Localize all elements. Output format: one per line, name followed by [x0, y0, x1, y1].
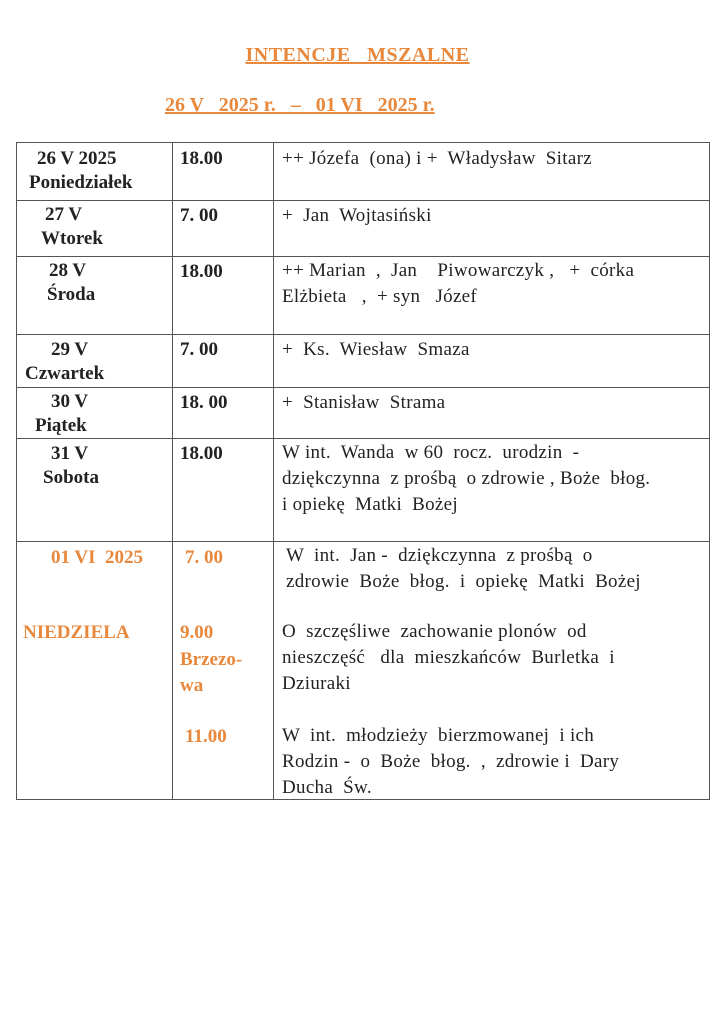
intention-cell: [274, 439, 710, 542]
date-range: 26 V 2025 r. – 01 VI 2025 r.: [165, 94, 435, 116]
sunday-weekday: NIEDZIELA: [23, 622, 130, 643]
intention-cell: [274, 201, 710, 257]
row-weekday: Wtorek: [41, 228, 103, 249]
intention-line: i opiekę Matki Bożej: [282, 494, 458, 515]
table-row: [17, 257, 710, 335]
row-date: 31 V: [51, 443, 89, 464]
table-row: [17, 388, 710, 439]
intention-line: Dziuraki: [282, 673, 351, 694]
sunday-time-2: 9.00: [180, 622, 214, 643]
row-weekday: Piątek: [35, 415, 87, 436]
intention-cell: [274, 388, 710, 439]
day-cell: [17, 439, 173, 542]
row-date: 26 V 2025: [37, 148, 117, 169]
intention-line: nieszczęść dla mieszkańców Burletka i: [282, 647, 615, 668]
time-cell: [173, 542, 274, 800]
intention-line: + Stanisław Strama: [282, 392, 446, 413]
intention-line: ++ Józefa (ona) i + Władysław Sitarz: [282, 148, 592, 169]
intention-line: W int. młodzieży bierzmowanej i ich: [282, 725, 595, 746]
row-date: 30 V: [51, 391, 89, 412]
row-date: 28 V: [49, 260, 87, 281]
intention-cell: [274, 335, 710, 388]
time-cell: [173, 257, 274, 335]
row-weekday: Sobota: [43, 467, 99, 488]
row-weekday: Czwartek: [25, 363, 105, 384]
day-cell: [17, 257, 173, 335]
intention-line: ++ Marian , Jan Piwowarczyk , + córka: [282, 260, 635, 281]
sunday-date: 01 VI 2025: [51, 547, 144, 568]
row-date: 29 V: [51, 339, 89, 360]
day-cell: [17, 335, 173, 388]
row-date: 27 V: [45, 204, 83, 225]
mass-intentions-table: [16, 142, 710, 800]
intention-line: W int. Jan - dziękczynna z prośbą o: [286, 545, 593, 566]
intention-line: + Ks. Wiesław Smaza: [282, 339, 470, 360]
row-weekday: Środa: [47, 284, 96, 305]
intention-line: O szczęśliwe zachowanie plonów od: [282, 621, 587, 642]
row-time: 18.00: [180, 261, 223, 282]
intention-cell: [274, 257, 710, 335]
sunday-intention-1: [286, 543, 641, 595]
table-row: [17, 143, 710, 201]
table-row: [17, 201, 710, 257]
intention-line: Elżbieta , + syn Józef: [282, 286, 478, 307]
table-row: [17, 439, 710, 542]
title: INTENCJE MSZALNE: [245, 44, 470, 66]
row-weekday: Poniedziałek: [29, 172, 133, 193]
sunday-place-2: Brzezo- wa: [180, 649, 243, 696]
row-time: 7. 00: [180, 205, 218, 226]
table-row: [17, 335, 710, 388]
day-cell: [17, 542, 173, 800]
intention-line: Ducha Św.: [282, 777, 372, 798]
sunday-row: [17, 542, 710, 800]
sunday-time-1: 7. 00: [185, 547, 223, 568]
intention-line: + Jan Wojtasiński: [282, 205, 432, 226]
intention-cell: [274, 143, 710, 201]
time-cell: [173, 388, 274, 439]
day-cell: [17, 388, 173, 439]
intention-line: W int. Wanda w 60 rocz. urodzin -: [282, 442, 580, 463]
sunday-intention-3: [282, 723, 619, 801]
time-cell: [173, 335, 274, 388]
time-cell: [173, 201, 274, 257]
day-cell: [17, 143, 173, 201]
row-time: 18.00: [180, 443, 223, 464]
time-cell: [173, 143, 274, 201]
sunday-time-3: 11.00: [185, 726, 227, 747]
intention-line: Rodzin - o Boże błog. , zdrowie i Dary: [282, 751, 620, 772]
intention-cell: [274, 542, 710, 800]
row-time: 18.00: [180, 148, 223, 169]
sunday-intention-2: [282, 619, 615, 697]
day-cell: [17, 201, 173, 257]
row-time: 7. 00: [180, 339, 218, 360]
intention-line: zdrowie Boże błog. i opiekę Matki Bożej: [286, 571, 641, 592]
time-cell: [173, 439, 274, 542]
intention-line: dziękczynna z prośbą o zdrowie , Boże błog.: [282, 468, 651, 489]
row-time: 18. 00: [180, 392, 228, 413]
